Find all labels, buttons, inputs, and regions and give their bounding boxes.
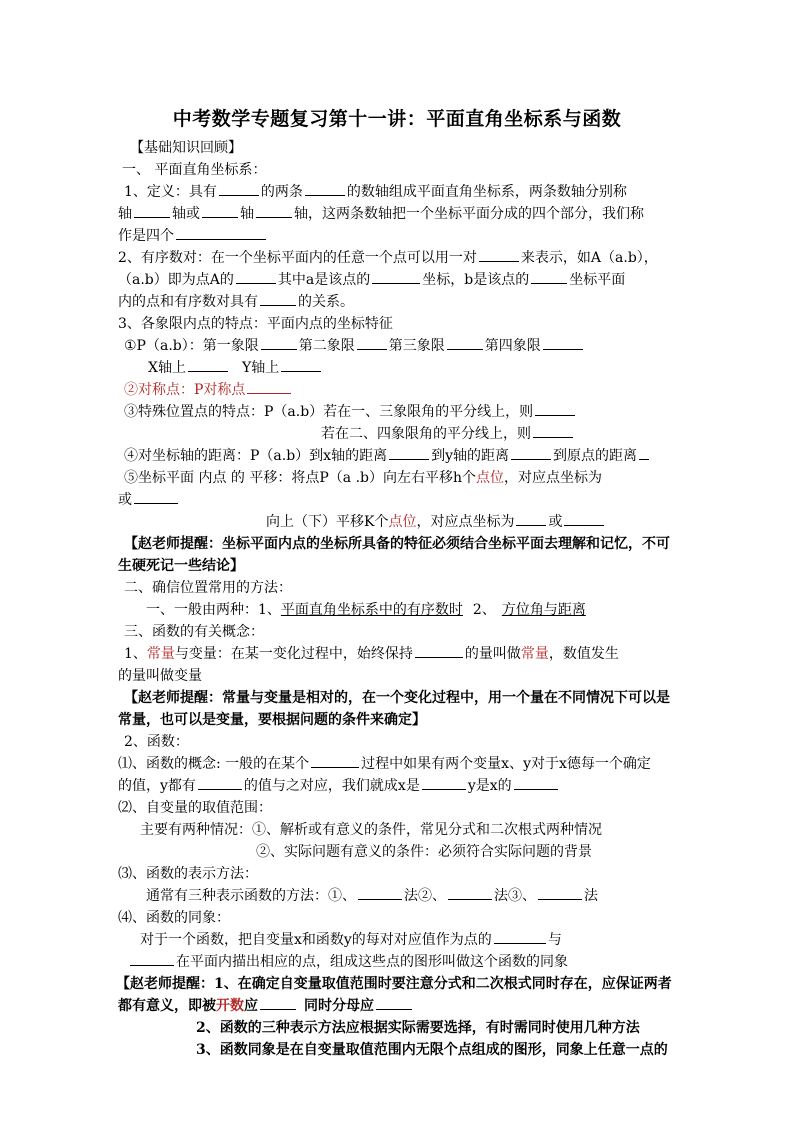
- heading-graph: ⑷、函数的同象：: [118, 910, 230, 926]
- special-position-line: ③特殊位置点的特点：P（a.b）若在一、三象限角的平分线上，则: [124, 402, 577, 422]
- axis-line: 轴 轴或 轴 轴，这两条数轴把一个坐标平面分成的四个部分，我们称: [118, 206, 644, 222]
- graph-line: 对于一个函数，把自变量x和函数y的每对对应值作为点的 与: [140, 932, 562, 948]
- teacher-note-3: 【赵老师提醒：1、在确定自变量取值范围时要注意分式和二次根式同时存在，应保证两者: [116, 976, 672, 992]
- heading-domain: ⑵、自变量的取值范围：: [118, 800, 272, 816]
- translation-line: ⑤坐标平面 内点 的 平移：将点P（a .b）向左右平移h个点位，对应点坐标为: [124, 470, 602, 486]
- teacher-note-3-cont: 都有意义，即被开数应 同时分母应: [118, 996, 414, 1016]
- symmetric-point-line: ②对称点：P对称点: [124, 380, 293, 400]
- ordered-pair-line: 2、有序数对：在一个坐标平面内的任意一个点可以用一对 来表示，如A（a.b），: [118, 250, 658, 266]
- teacher-note-2: 【赵老师提醒：常量与变量是相对的，在一个变化过程中，用一个量在不同情况下可以是: [124, 690, 670, 706]
- heading-representation: ⑶、函数的表示方法：: [118, 866, 258, 882]
- page-title: 中考数学专题复习第十一讲：平面直角坐标系与函数: [172, 108, 622, 130]
- translation-line-2: 或: [118, 490, 180, 510]
- teacher-note-3-point-3: 3、函数同象是在自变量取值范围内无限个点组成的图形，同象上任意一点的: [196, 1042, 668, 1058]
- constant-variable-line: 1、常量与变量：在某一变化过程中，始终保持 的量叫做常量，数值发生: [124, 646, 619, 662]
- heading-position-methods: 二、确信位置常用的方法：: [124, 580, 292, 596]
- teacher-note-1: 【赵老师提醒：坐标平面内点的坐标所具备的特征必须结合坐标平面去理解和记忆，不可: [124, 536, 670, 552]
- section-heading-review: 【基础知识回顾】: [130, 140, 242, 156]
- heading-function-concepts: 三、函数的有关概念：: [124, 624, 264, 640]
- function-concept-line: ⑴、函数的概念: 一般的在某个 过程中如果有两个变量x、y对于x德每一个确定: [118, 756, 651, 772]
- heading-coordinate-system: 一、 平面直角坐标系：: [122, 162, 267, 178]
- teacher-note-1-cont: 生硬死记一些结论】: [118, 558, 244, 574]
- graph-line-2: 在平面内描出相应的点，组成这些点的图形叫做这个函数的同象: [128, 952, 568, 972]
- teacher-note-2-cont: 常量，也可以是变量，要根据问题的条件来确定】: [118, 712, 426, 728]
- special-position-line-2: 若在二、四象限角的平分线上，则: [321, 424, 575, 444]
- domain-case-1: 主要有两种情况：①、解析或有意义的条件，常见分式和二次根式两种情况: [140, 822, 602, 838]
- constant-variable-line-2: 的量叫做变量: [118, 668, 202, 684]
- quadrant-features-heading: 3、各象限内点的特点：平面内点的坐标特征: [118, 316, 393, 332]
- teacher-note-3-point-2: 2、函数的三种表示方法应根据实际需要选择，有时需同时使用几种方法: [196, 1020, 640, 1036]
- function-concept-line-2: 的值，y都有 的值与之对应，我们就成x是 y是x的: [118, 776, 560, 796]
- axis-points-line: X轴上 Y轴上: [148, 358, 323, 378]
- representation-line: 通常有三种表示函数的方法：①、 法②、 法③、 法: [146, 888, 598, 904]
- definition-line: 1、定义：具有 的两条 的数轴组成平面直角坐标系，两条数轴分别称: [124, 184, 627, 200]
- distance-line: ④对坐标轴的距离：P（a.b）到x轴的距离 到y轴的距离 到原点的距离: [124, 446, 651, 466]
- domain-case-2: ②、实际问题有意义的条件：必须符合实际问题的背景: [256, 844, 592, 860]
- heading-function: 2、函数：: [124, 734, 189, 750]
- position-methods-line: 一、一般由两种：1、平面直角坐标系中的有序数时 2、 方位角与距离: [146, 602, 586, 618]
- quadrant-signs-line: ①P（a.b）：第一象限 第二象限 第三象限 第四象限: [124, 336, 585, 356]
- quadrant-line: 作是四个: [118, 226, 268, 246]
- ordered-pair-line-3: 内的点和有序数对具有 的关系。: [118, 294, 354, 310]
- translation-line-3: 向上（下）平移K个点位，对应点坐标为 或: [266, 512, 606, 532]
- ordered-pair-line-2: （a.b）即为点A的 其中a是该点的 坐标，b是该点的 坐标平面: [118, 272, 626, 288]
